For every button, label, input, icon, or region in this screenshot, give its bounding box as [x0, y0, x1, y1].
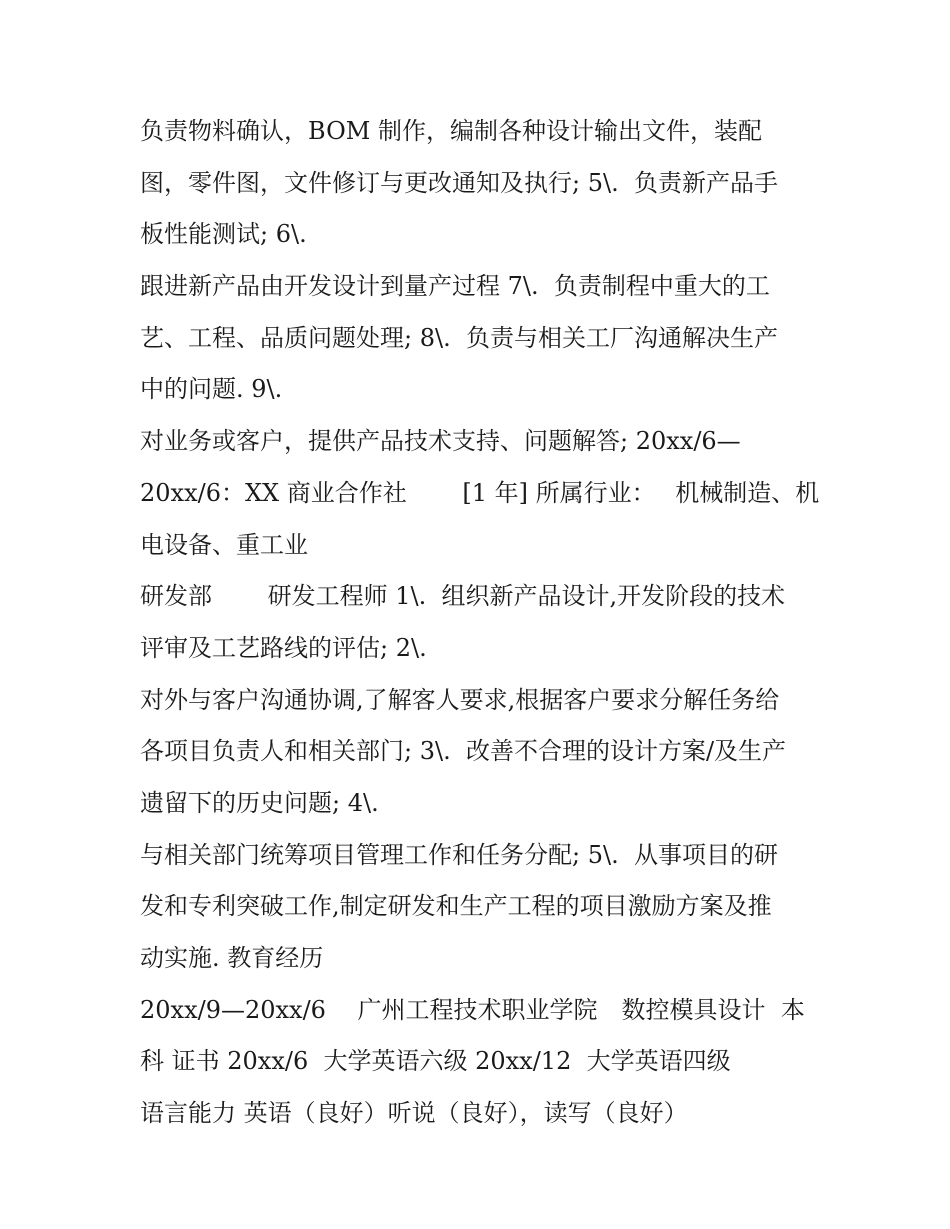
text-line: 科 证书 20xx/6 大学英语六级 20xx/12 大学英语四级	[140, 1047, 731, 1076]
text-line: 20xx/6：XX 商业合作社 [1 年] 所属行业： 机械制造、机	[140, 478, 820, 507]
text-line: 发和专利突破工作,制定研发和生产工程的项目激励方案及推	[140, 892, 772, 921]
document-body	[140, 109, 820, 1143]
text-line: 与相关部门统筹项目管理工作和任务分配; 5\. 从事项目的研	[140, 840, 778, 869]
text-line: 研发部 研发工程师 1\. 组织新产品设计,开发阶段的技术	[140, 582, 786, 611]
text-line: 中的问题. 9\.	[140, 375, 283, 404]
text-line: 20xx/9—20xx/6 广州工程技术职业学院 数控模具设计 本	[140, 995, 805, 1024]
text-line: 对外与客户沟通协调,了解客人要求,根据客户要求分解任务给	[140, 685, 780, 714]
text-line: 评审及工艺路线的评估; 2\.	[140, 633, 427, 662]
text-line: 板性能测试; 6\.	[140, 220, 307, 249]
text-line: 各项目负责人和相关部门; 3\. 改善不合理的设计方案/及生产	[140, 737, 787, 766]
text-line: 对业务或客户，提供产品技术支持、问题解答; 20xx/6—	[140, 427, 741, 456]
text-line: 动实施. 教育经历	[140, 944, 324, 972]
text-line: 图，零件图，文件修订与更改通知及执行; 5\. 负责新产品手	[140, 168, 778, 197]
text-line: 语言能力 英语（良好）听说（良好），读写（良好）	[140, 1099, 688, 1128]
text-line: 电设备、重工业	[140, 530, 308, 559]
text-line: 跟进新产品由开发设计到量产过程 7\. 负责制程中重大的工	[140, 272, 770, 301]
text-line: 负责物料确认，BOM 制作，编制各种设计输出文件，装配	[140, 117, 762, 145]
text-line: 艺、工程、品质问题处理; 8\. 负责与相关工厂沟通解决生产	[140, 323, 778, 352]
text-line: 遗留下的历史问题; 4\.	[140, 788, 379, 817]
